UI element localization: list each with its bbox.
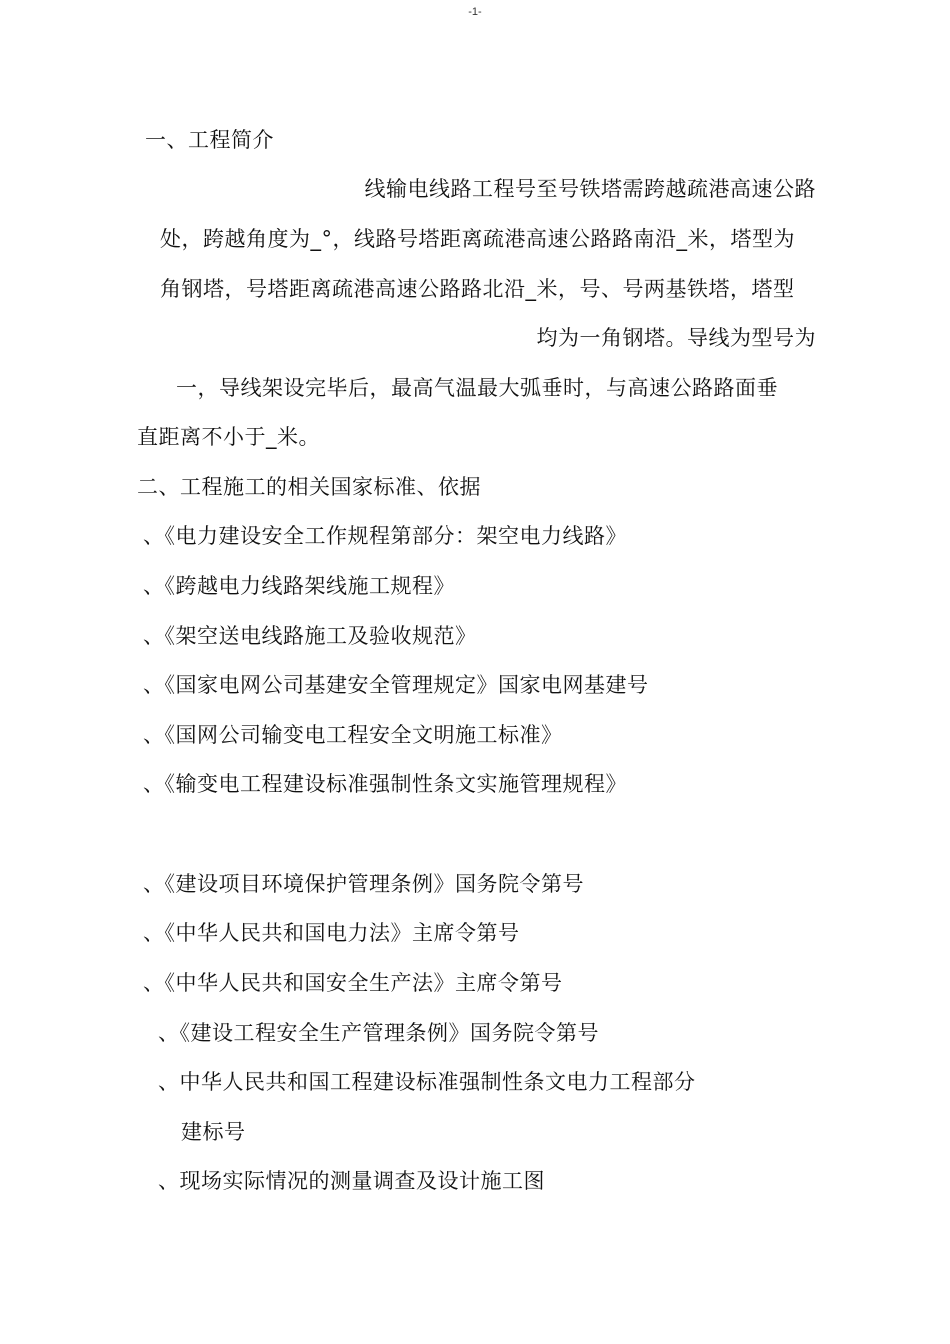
page-number: -1- xyxy=(468,6,482,18)
list-item: 、中华人民共和国工程建设标准强制性条文电力工程部分 xyxy=(158,1070,696,1094)
list-item-continuation: 建标号 xyxy=(181,1120,246,1144)
section-heading-1: 一、工程简介 xyxy=(145,128,274,152)
list-item: 、现场实际情况的测量调查及设计施工图 xyxy=(158,1169,545,1193)
body-line: 角钢塔，号塔距离疏港高速公路路北沿_米，号、号两基铁塔，塔型 xyxy=(160,277,795,301)
body-line: 一，导线架设完毕后，最高气温最大弧垂时，与高速公路路面垂 xyxy=(176,376,778,400)
section-heading-2: 二、工程施工的相关国家标准、依据 xyxy=(137,475,481,499)
body-line: 直距离不小于_米。 xyxy=(137,425,320,449)
list-item: 、《国网公司输变电工程安全文明施工标准》 xyxy=(143,723,563,747)
body-line: 处，跨越角度为_°，线路号塔距离疏港高速公路路南沿_米，塔型为 xyxy=(160,227,795,251)
body-line: 均为一角钢塔。导线为型号为 xyxy=(536,326,816,350)
body-line: 线输电线路工程号至号铁塔需跨越疏港高速公路 xyxy=(364,177,816,201)
list-item: 、《建设项目环境保护管理条例》国务院令第号 xyxy=(143,872,584,896)
list-item: 、《输变电工程建设标准强制性条文实施管理规程》 xyxy=(143,772,627,796)
list-item: 、《建设工程安全生产管理条例》国务院令第号 xyxy=(158,1021,599,1045)
list-item: 、《中华人民共和国安全生产法》主席令第号 xyxy=(143,971,563,995)
list-item: 、《架空送电线路施工及验收规范》 xyxy=(143,624,477,648)
list-item: 、《中华人民共和国电力法》主席令第号 xyxy=(143,921,520,945)
list-item: 、《跨越电力线路架线施工规程》 xyxy=(143,574,455,598)
list-item: 、《电力建设安全工作规程第部分：架空电力线路》 xyxy=(143,524,627,548)
list-item: 、《国家电网公司基建安全管理规定》国家电网基建号 xyxy=(143,673,649,697)
